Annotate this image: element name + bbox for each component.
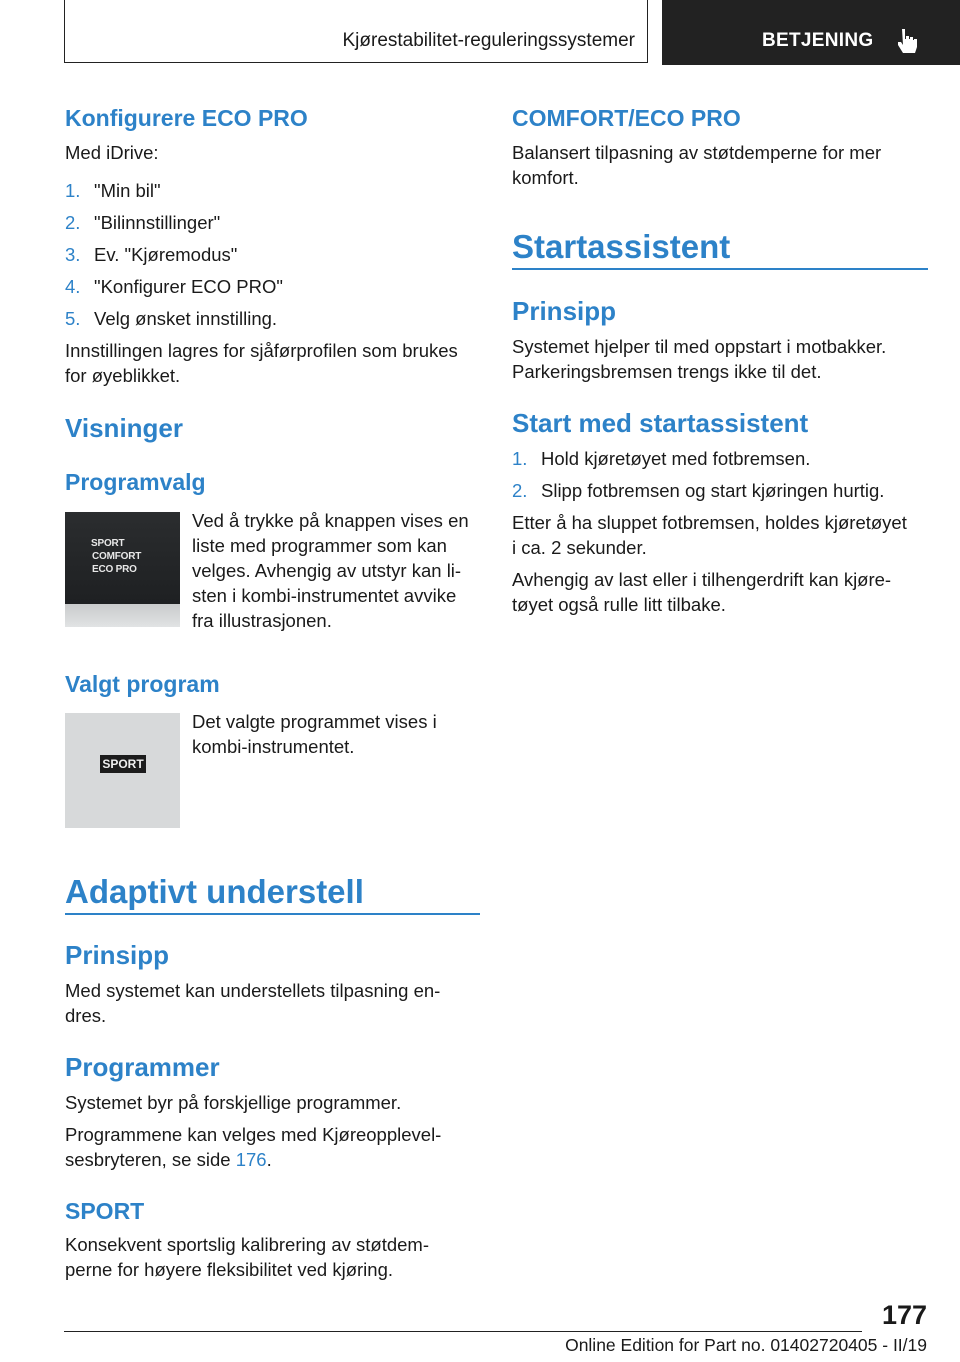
- adaptivt-understell-heading: Adaptivt understell: [65, 873, 364, 910]
- section-divider: [512, 268, 928, 270]
- list-text: "Konfigurer ECO PRO": [94, 276, 283, 297]
- programmer-heading: Programmer: [65, 1052, 220, 1082]
- list-number: 4.: [65, 276, 81, 297]
- programvalg-heading: Programvalg: [65, 469, 206, 495]
- programvalg-line2: liste med programmer som kan: [192, 535, 447, 556]
- list-text: "Min bil": [94, 180, 161, 201]
- prinsipp-right-line1: Systemet hjelper til med oppstart i motbakker.: [512, 336, 887, 357]
- eco-note-line1: Innstillingen lagres for sjåførprofilen som brukes: [65, 340, 458, 361]
- image-option-sport: SPORT: [91, 538, 125, 549]
- list-text: Hold kjøretøyet med fotbremsen.: [541, 448, 811, 469]
- programmer-p1: Systemet byr på forskjellige programmer.: [65, 1092, 402, 1113]
- header-chapter-label: BETJENING: [762, 30, 874, 51]
- list-number: 2.: [512, 480, 528, 501]
- visninger-heading: Visninger: [65, 413, 184, 443]
- page-number: 177: [881, 1300, 927, 1330]
- section-divider: [65, 913, 480, 915]
- programmer-p2-line2: [65, 1147, 272, 1172]
- list-number: 3.: [65, 244, 81, 265]
- selected-program-image: [65, 713, 180, 828]
- comfort-line2: komfort.: [512, 167, 579, 188]
- valgt-line1: Det valgte programmet vises i: [192, 711, 437, 732]
- list-text: Ev. "Kjøremodus": [94, 244, 238, 265]
- programmer-p2-line1: Programmene kan velges med Kjøreopplevel-: [65, 1124, 442, 1145]
- list-number: 1.: [512, 448, 528, 469]
- header-section-title: Kjørestabilitet-reguleringssystemer: [342, 30, 635, 51]
- startassistent-heading: Startassistent: [512, 228, 731, 265]
- header-section-box: [64, 0, 648, 63]
- avhengig-line2: tøyet også rulle litt tilbake.: [512, 594, 726, 615]
- footer-divider: [64, 1331, 862, 1332]
- list-text: Slipp fotbremsen og start kjøringen hurtig.: [541, 480, 885, 501]
- eco-config-heading: Konfigurere ECO PRO: [65, 105, 308, 131]
- eco-note-line2: for øyeblikket.: [65, 365, 181, 386]
- programvalg-line5: fra illustrasjonen.: [192, 610, 332, 631]
- valgt-program-heading: Valgt program: [65, 671, 220, 697]
- list-text: Velg ønsket innstilling.: [94, 308, 278, 329]
- sport-heading: SPORT: [65, 1198, 145, 1224]
- image-option-eco-pro: ECO PRO: [92, 564, 137, 575]
- pointing-hand-icon: [893, 26, 923, 56]
- avhengig-line1: Avhengig av last eller i tilhengerdrift kan kjøre-: [512, 569, 892, 590]
- programmer-p2-end: .: [266, 1149, 272, 1170]
- program-list-image: [65, 512, 180, 627]
- list-number: 2.: [65, 212, 81, 233]
- list-number: 5.: [65, 308, 81, 329]
- etter-line2: i ca. 2 sekunder.: [512, 537, 647, 558]
- start-med-heading: Start med startassistent: [512, 408, 809, 438]
- comfort-eco-pro-heading: COMFORT/ECO PRO: [512, 105, 741, 131]
- image-option-comfort: COMFORT: [92, 551, 142, 562]
- etter-line1: Etter å ha sluppet fotbremsen, holdes kjøretøyet: [512, 512, 907, 533]
- valgt-line2: kombi-instrumentet.: [192, 736, 355, 757]
- prinsipp-heading-right: Prinsipp: [512, 296, 617, 326]
- comfort-line1: Balansert tilpasning av støtdemperne for mer: [512, 142, 882, 163]
- footer-edition: Online Edition for Part no. 01402720405 - II/19: [565, 1335, 927, 1355]
- programvalg-line1: Ved å trykke på knappen vises en: [192, 510, 469, 531]
- sport-line2: perne for høyere fleksibilitet ved kjøring.: [65, 1259, 393, 1280]
- prinsipp-heading-left: Prinsipp: [65, 940, 170, 970]
- prinsipp-left-line2: dres.: [65, 1005, 107, 1026]
- programvalg-line3: velges. Avhengig av utstyr kan li-: [192, 560, 462, 581]
- prinsipp-right-line2: Parkeringsbremsen trengs ikke til det.: [512, 361, 822, 382]
- page-reference-link[interactable]: 176: [235, 1149, 267, 1170]
- programmer-p2-text: sesbryteren, se side: [65, 1149, 236, 1170]
- list-text: "Bilinnstillinger": [94, 212, 221, 233]
- image-sport-badge: SPORT: [100, 755, 146, 773]
- list-number: 1.: [65, 180, 81, 201]
- prinsipp-left-line1: Med systemet kan understellets tilpasning en-: [65, 980, 441, 1001]
- sport-line1: Konsekvent sportslig kalibrering av støtdem-: [65, 1234, 429, 1255]
- eco-intro: Med iDrive:: [65, 142, 159, 163]
- programvalg-line4: sten i kombi-instrumentet avvike: [192, 585, 457, 606]
